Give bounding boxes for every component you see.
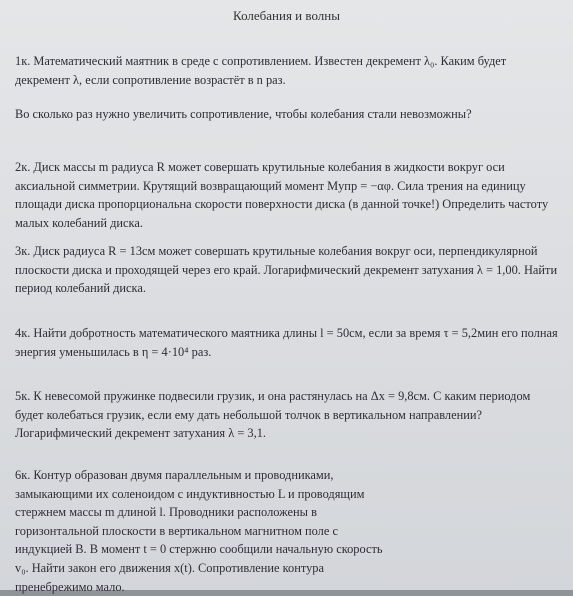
problem-4-text: 4к. Найти добротность математического маятника длины l = 50см, если за время τ = 5,2мин его полная энергия уменьшилась в η = 4·10⁴ раз. bbox=[15, 326, 558, 359]
problem-5 bbox=[15, 387, 560, 443]
problem-2-text: 2к. Диск массы m радиуса R может совершать крутильные колебания в жидкости вокруг оси аксиальной симметрии. Крутящий возвращающий момент Mупр = −αφ. Сила трения на единицу площади диска пропорциональна скорости поверхности диска (в данной точке!) Определить частоту малых колебаний диска. bbox=[15, 160, 549, 230]
page-title: Колебания и волны bbox=[233, 8, 340, 23]
problem-3 bbox=[15, 242, 560, 298]
problem-6-text: 6к. Контур образован двумя параллельным и проводниками, замыкающими их соленоидом с индуктивностью L и проводящим стержнем массы m длиной l. Проводники расположены в горизонтальной плоскости в вертикальном магнитном поле с индукцией B. В момент t = 0 стержню сообщили начальную скорость v₀. Найти закон его движения x(t). Сопротивление контура пренебрежимо мало. bbox=[15, 468, 383, 594]
problem-1-text: 1к. Математический маятник в среде с сопротивлением. Известен декремент λ₀. Каким будет декремент λ, если сопротивление возрастёт в n раз. bbox=[15, 54, 507, 87]
problem-4 bbox=[15, 324, 560, 361]
problem-1-question: Во сколько раз нужно увеличить сопротивление, чтобы колебания стали невозможны? bbox=[15, 107, 472, 122]
problem-2 bbox=[15, 158, 560, 232]
problem-1 bbox=[15, 52, 560, 124]
problem-5-text: 5к. К невесомой пружинке подвесили грузик, и она растянулась на Δx = 9,8см. С каким периодом будет колебаться грузик, если ему дать небольшой толчок в вертикальном направлении? Логарифмический декремент затухания λ = 3,1. bbox=[15, 389, 531, 441]
problem-6 bbox=[15, 466, 385, 596]
problem-3-text: 3к. Диск радиуса R = 13см может совершать крутильные колебания вокруг оси, перпендикулярной плоскости диска и проходящей через его край. Логарифмический декремент затухания λ = 1,00. Найти период колебаний диска. bbox=[15, 244, 558, 296]
